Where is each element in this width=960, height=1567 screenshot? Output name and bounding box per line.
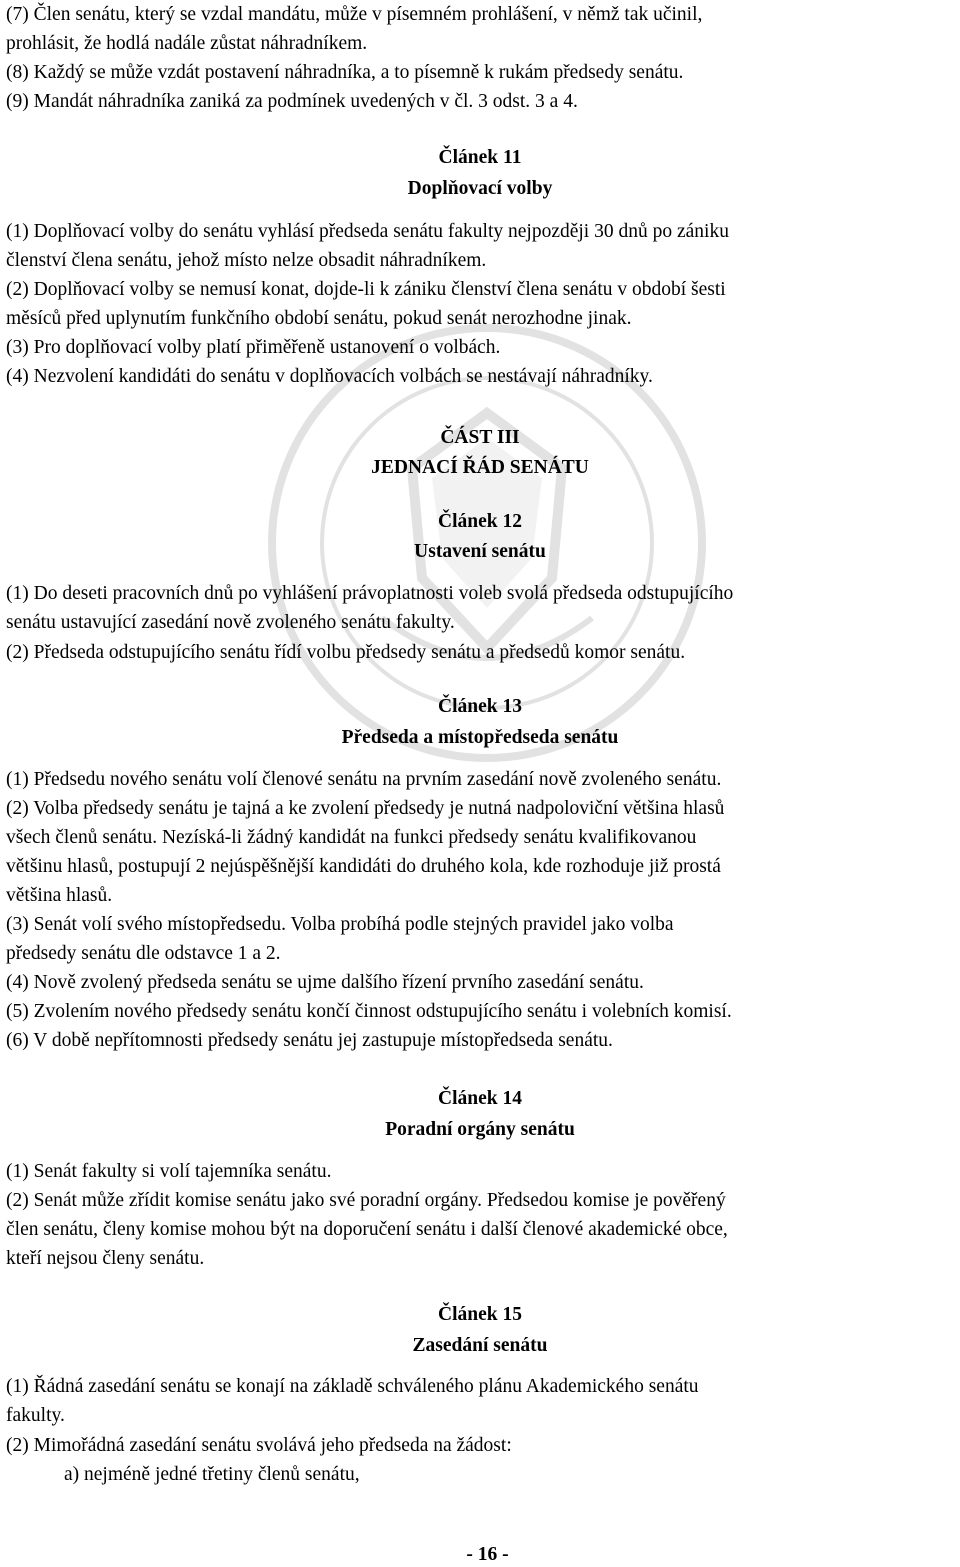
article-14-title: Poradní orgány senátu xyxy=(385,1119,575,1140)
article-13-paragraph-2 xyxy=(6,794,956,910)
article-15-title: Zasedání senátu xyxy=(412,1335,548,1356)
text-line: předsedy senátu dle odstavce 1 a 2. xyxy=(6,943,281,964)
part-3-title: JEDNACÍ ŘÁD SENÁTU xyxy=(371,457,589,478)
article-11-number: Článek 11 xyxy=(438,147,522,168)
part-3-number: ČÁST III xyxy=(440,427,520,448)
article-12-title: Ustavení senátu xyxy=(414,541,546,562)
text-line: (1) Řádná zasedání senátu se konají na základě schváleného plánu Akademického senátu xyxy=(6,1376,699,1397)
article-13-paragraph-3 xyxy=(6,910,956,968)
text-line: většina hlasů. xyxy=(6,885,113,906)
article-14-paragraph-2 xyxy=(6,1186,956,1273)
article-13-paragraph-5 xyxy=(6,997,956,1026)
text-line: členství člena senátu, jehož místo nelze obsadit náhradníkem. xyxy=(6,250,487,271)
text-line: senátu ustavující zasedání nově zvoleného senátu fakulty. xyxy=(6,612,455,633)
text-line: všech členů senátu. Nezíská-li žádný kandidát na funkci předsedy senátu kvalifikovanou xyxy=(6,827,697,848)
article-11-paragraph-1 xyxy=(6,217,956,275)
text-line: měsíců před uplynutím funkčního období senátu, pokud senát nerozhodne jinak. xyxy=(6,308,632,329)
article-14-number: Článek 14 xyxy=(438,1088,522,1109)
text-line: (1) Doplňovací volby do senátu vyhlásí předseda senátu fakulty nejpozději 30 dnů po zániku xyxy=(6,221,729,242)
page-number: - 16 - xyxy=(466,1544,509,1565)
text-line: (3) Senát volí svého místopředsedu. Volba probíhá podle stejných pravidel jako volba xyxy=(6,914,674,935)
text-line: (6) V době nepřítomnosti předsedy senátu jej zastupuje místopředseda senátu. xyxy=(6,1030,613,1051)
text-line: (2) Senát může zřídit komise senátu jako své poradní orgány. Předsedou komise je pověřený xyxy=(6,1190,726,1211)
text-line: (8) Každý se může vzdát postavení náhradníka, a to písemně k rukám předsedy senátu. xyxy=(6,62,684,83)
text-line: (1) Do deseti pracovních dnů po vyhlášení právoplatnosti voleb svolá předseda odstupujícího xyxy=(6,583,734,604)
article-11-paragraph-4 xyxy=(6,362,956,391)
list-item-a: a) nejméně jedné třetiny členů senátu, xyxy=(64,1464,360,1485)
article-11-paragraph-3 xyxy=(6,333,956,362)
article-15-paragraph-1 xyxy=(6,1372,956,1430)
text-line: (4) Nově zvolený předseda senátu se ujme dalšího řízení prvního zasedání senátu. xyxy=(6,972,644,993)
paragraph-7 xyxy=(6,0,956,58)
text-line: (7) Člen senátu, který se vzdal mandátu, může v písemném prohlášení, v němž tak učinil, xyxy=(6,4,703,25)
text-line: (9) Mandát náhradníka zaniká za podmínek uvedených v čl. 3 odst. 3 a 4. xyxy=(6,91,578,112)
text-line: většinu hlasů, postupují 2 nejúspěšnější kandidáti do druhého kola, kde rozhoduje již prostá xyxy=(6,856,721,877)
article-12-paragraph-1 xyxy=(6,579,956,637)
text-line: (2) Předseda odstupujícího senátu řídí volbu předsedy senátu a předsedů komor senátu. xyxy=(6,642,686,663)
text-line: (5) Zvolením nového předsedy senátu končí činnost odstupujícího senátu i volebních komisí. xyxy=(6,1001,732,1022)
text-line: (2) Volba předsedy senátu je tajná a ke zvolení předsedy je nutná nadpoloviční většina hlasů xyxy=(6,798,725,819)
text-line: (3) Pro doplňovací volby platí přiměřeně ustanovení o volbách. xyxy=(6,337,501,358)
text-line: fakulty. xyxy=(6,1405,65,1426)
article-13-number: Článek 13 xyxy=(438,696,522,717)
article-13-paragraph-6 xyxy=(6,1026,956,1055)
text-line: člen senátu, členy komise mohou být na doporučení senátu i další členové akademické obce, xyxy=(6,1219,728,1240)
article-11-title: Doplňovací volby xyxy=(407,178,553,199)
article-12-number: Článek 12 xyxy=(438,511,522,532)
text-line: prohlásit, že hodlá nadále zůstat náhradníkem. xyxy=(6,33,368,54)
article-15-number: Článek 15 xyxy=(438,1304,522,1325)
article-13-paragraph-4 xyxy=(6,968,956,997)
paragraph-9 xyxy=(6,87,956,116)
text-line: (4) Nezvolení kandidáti do senátu v doplňovacích volbách se nestávají náhradníky. xyxy=(6,366,653,387)
paragraph-8 xyxy=(6,58,956,87)
article-14-paragraph-1 xyxy=(6,1157,956,1186)
text-line: (2) Mimořádná zasedání senátu svolává jeho předseda na žádost: xyxy=(6,1435,512,1456)
text-line: (1) Předsedu nového senátu volí členové senátu na prvním zasedání nově zvoleného senátu. xyxy=(6,769,722,790)
text-line: (2) Doplňovací volby se nemusí konat, dojde-li k zániku členství člena senátu v období šesti xyxy=(6,279,726,300)
article-13-paragraph-1 xyxy=(6,765,956,794)
article-12-paragraph-2 xyxy=(6,638,956,667)
article-13-title: Předseda a místopředseda senátu xyxy=(341,727,619,748)
article-15-paragraph-2 xyxy=(6,1431,956,1460)
text-line: kteří nejsou členy senátu. xyxy=(6,1248,205,1269)
article-11-paragraph-2 xyxy=(6,275,956,333)
text-line: (1) Senát fakulty si volí tajemníka senátu. xyxy=(6,1161,332,1182)
